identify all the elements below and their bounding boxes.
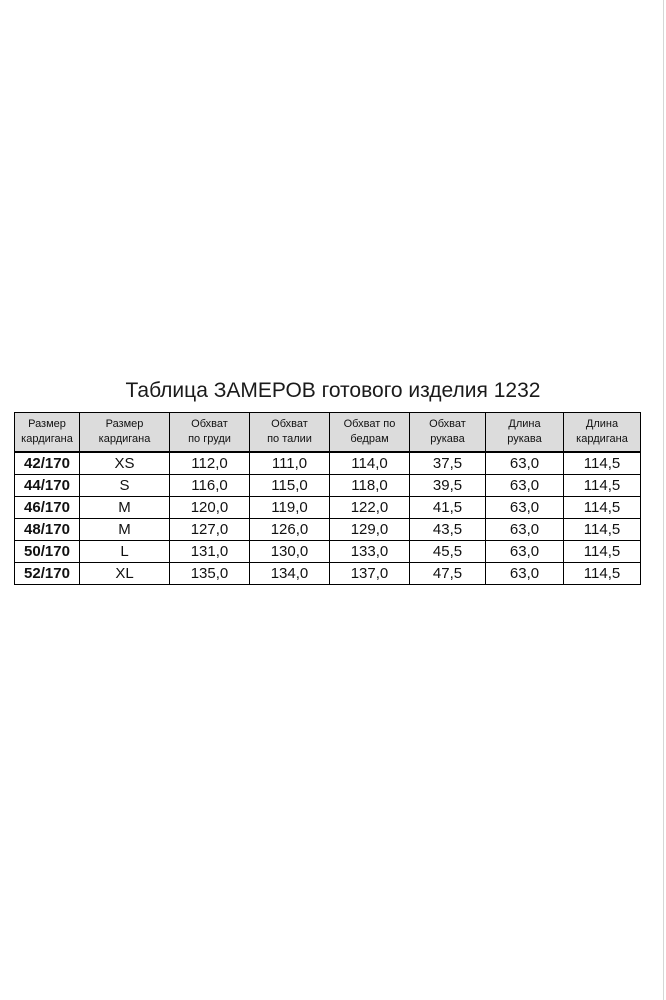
waist-cell: 115,0 — [250, 475, 330, 497]
table-row — [15, 519, 641, 541]
header-cell-size-ru — [15, 413, 80, 453]
size-cell: 44/170 — [15, 475, 80, 497]
header-line: кардигана — [21, 433, 73, 445]
table-row — [15, 541, 641, 563]
header-line: Размер — [105, 418, 144, 430]
size-cell: 50/170 — [15, 541, 80, 563]
table-body — [15, 452, 641, 585]
size-cell: 46/170 — [15, 497, 80, 519]
waist-cell: 134,0 — [250, 563, 330, 585]
document-title: Таблица ЗАМЕРОВ готового изделия 1232 — [125, 379, 541, 402]
table-row — [15, 452, 641, 475]
size-cell: 48/170 — [15, 519, 80, 541]
waist-cell: 126,0 — [250, 519, 330, 541]
header-cell-sleeve-girth — [410, 413, 486, 453]
sleeve-girth-cell: 43,5 — [410, 519, 486, 541]
header-cell-sleeve-length — [486, 413, 564, 453]
hips-cell: 118,0 — [330, 475, 410, 497]
header-cell-chest — [170, 413, 250, 453]
header-line: рукава — [430, 433, 465, 445]
header-line: рукава — [507, 433, 542, 445]
letter-size-cell: M — [80, 519, 170, 541]
header-cell-waist — [250, 413, 330, 453]
sleeve-girth-cell: 45,5 — [410, 541, 486, 563]
sleeve-length-cell: 63,0 — [486, 452, 564, 475]
sleeve-girth-cell: 41,5 — [410, 497, 486, 519]
header-line: Обхват по — [343, 418, 396, 430]
hips-cell: 137,0 — [330, 563, 410, 585]
cardigan-length-cell: 114,5 — [564, 497, 641, 519]
chest-cell: 135,0 — [170, 563, 250, 585]
chest-cell: 127,0 — [170, 519, 250, 541]
header-line: кардигана — [576, 433, 628, 445]
header-line: бедрам — [350, 433, 389, 445]
sleeve-girth-cell: 39,5 — [410, 475, 486, 497]
table-row — [15, 497, 641, 519]
header-line: Обхват — [429, 418, 466, 430]
sleeve-length-cell: 63,0 — [486, 541, 564, 563]
letter-size-cell: XL — [80, 563, 170, 585]
hips-cell: 133,0 — [330, 541, 410, 563]
table-header — [15, 413, 641, 453]
size-cell: 42/170 — [15, 452, 80, 475]
letter-size-cell: L — [80, 541, 170, 563]
sleeve-length-cell: 63,0 — [486, 497, 564, 519]
header-line: Длина — [508, 418, 541, 430]
size-cell: 52/170 — [15, 563, 80, 585]
chest-cell: 116,0 — [170, 475, 250, 497]
letter-size-cell: M — [80, 497, 170, 519]
header-cell-hips — [330, 413, 410, 453]
letter-size-cell: XS — [80, 452, 170, 475]
table-row — [15, 475, 641, 497]
sleeve-length-cell: 63,0 — [486, 519, 564, 541]
header-line: по талии — [267, 433, 312, 445]
waist-cell: 119,0 — [250, 497, 330, 519]
cardigan-length-cell: 114,5 — [564, 519, 641, 541]
chest-cell: 112,0 — [170, 452, 250, 475]
chest-cell: 120,0 — [170, 497, 250, 519]
header-line: Длина — [585, 418, 619, 430]
sleeve-length-cell: 63,0 — [486, 563, 564, 585]
header-line: кардигана — [98, 433, 151, 445]
waist-cell: 130,0 — [250, 541, 330, 563]
measurements-table — [14, 412, 641, 585]
table-row — [15, 563, 641, 585]
hips-cell: 129,0 — [330, 519, 410, 541]
cardigan-length-cell: 114,5 — [564, 541, 641, 563]
header-line: Обхват — [191, 418, 228, 430]
letter-size-cell: S — [80, 475, 170, 497]
sleeve-girth-cell: 37,5 — [410, 452, 486, 475]
header-cell-size-intl — [80, 413, 170, 453]
sleeve-length-cell: 63,0 — [486, 475, 564, 497]
sleeve-girth-cell: 47,5 — [410, 563, 486, 585]
cardigan-length-cell: 114,5 — [564, 452, 641, 475]
header-line: по груди — [188, 433, 231, 445]
chest-cell: 131,0 — [170, 541, 250, 563]
page-edge-divider — [663, 0, 664, 1000]
header-line: Обхват — [271, 418, 308, 430]
header-row — [15, 413, 641, 453]
hips-cell: 122,0 — [330, 497, 410, 519]
waist-cell: 111,0 — [250, 452, 330, 475]
header-cell-cardigan-length — [564, 413, 641, 453]
hips-cell: 114,0 — [330, 452, 410, 475]
cardigan-length-cell: 114,5 — [564, 475, 641, 497]
cardigan-length-cell: 114,5 — [564, 563, 641, 585]
header-line: Размер — [28, 418, 66, 430]
